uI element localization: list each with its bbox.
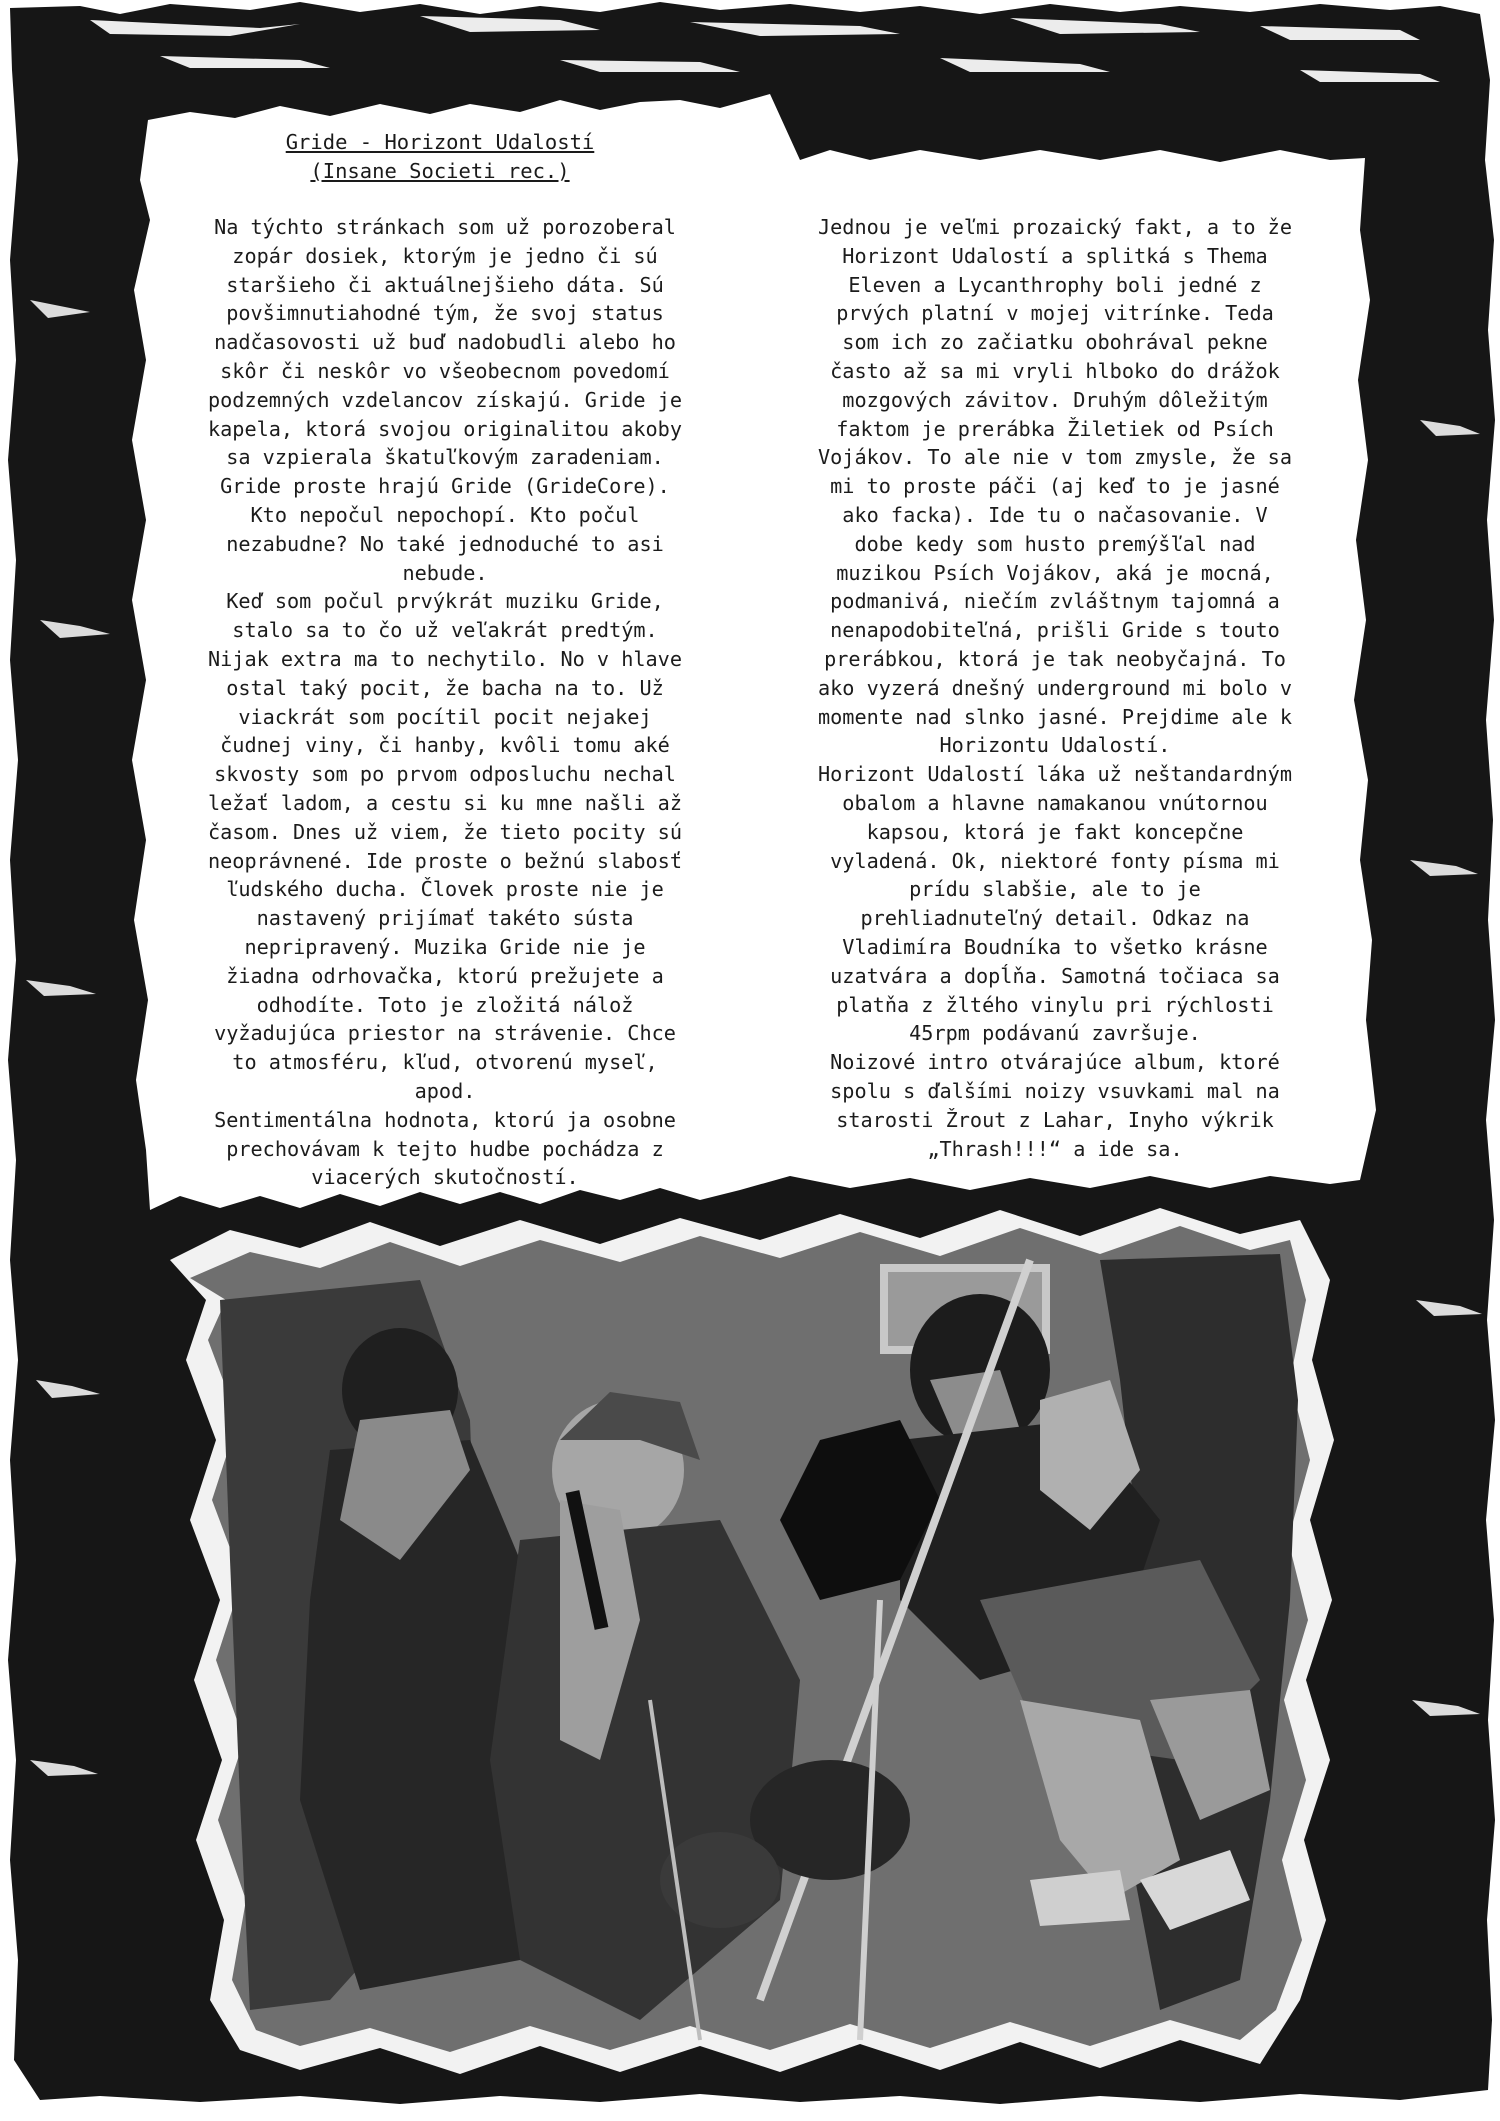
text-line: Horizontu Udalostí. xyxy=(939,733,1171,758)
text-line: starosti Žrout z Lahar, Inyho výkrik xyxy=(836,1107,1274,1132)
text-line: prechovávam k tejto hudbe pochádza z xyxy=(226,1136,664,1161)
text-line: nezabudne? No také jednoduché to asi xyxy=(226,531,664,556)
text-line: Sentimentálna hodnota, ktorú ja osobne xyxy=(214,1107,676,1132)
text-line: uzatvára a dopĺňa. Samotná točiaca sa xyxy=(830,963,1280,988)
text-line: Kto nepočul nepochopí. Kto počul xyxy=(250,502,640,527)
text-line: nastavený prijímať takéto sústa xyxy=(256,906,634,931)
text-line: stalo sa to čo už veľakrát predtým. xyxy=(232,618,658,643)
text-line: ako vyzerá dnešný underground mi bolo v xyxy=(817,675,1292,700)
article-title: Gride - Horizont Udalostí xyxy=(285,130,595,154)
text-line: Noizové intro otvárajúce album, ktoré xyxy=(830,1050,1280,1075)
text-line: neoprávnené. Ide proste o bežnú slabosť xyxy=(207,848,682,873)
text-line: momente nad slnko jasné. Prejdime ale k xyxy=(817,704,1292,729)
text-line: muzikou Psích Vojákov, aká je mocná, xyxy=(836,560,1274,585)
text-line: mi to proste páči (aj keď to je jasné xyxy=(830,474,1280,499)
text-line: Gride proste hrajú Gride (GrideCore). xyxy=(220,474,670,499)
text-line: Eleven a Lycanthrophy boli jedné z xyxy=(848,272,1262,297)
text-line: som ich zo začiatku obohrával pekne xyxy=(842,330,1268,355)
band-photo xyxy=(190,1226,1310,2052)
text-line: staršieho či aktuálnejšieho dáta. Sú xyxy=(226,272,664,297)
text-line: Nijak extra ma to nechytilo. No v hlave xyxy=(207,646,682,671)
text-line: sa vzpierala škatuľkovým zaradeniam. xyxy=(226,445,664,470)
text-line: podzemných vzdelancov získajú. Gride je xyxy=(207,387,682,412)
text-line: prvých platní v mojej vitrínke. Teda xyxy=(836,301,1274,326)
text-line: ako facka). Ide tu o načasovanie. V xyxy=(842,502,1268,527)
text-line: obalom a hlavne namakanou vnútornou xyxy=(842,790,1268,815)
text-line: Horizont Udalostí a splitká s Thema xyxy=(842,243,1268,268)
text-line: viackrát som pocítil pocit nejakej xyxy=(238,704,652,729)
text-line: skvosty som po prvom odposluchu nechal xyxy=(214,762,676,787)
text-line: Horizont Udalostí láka už neštandardným xyxy=(817,762,1292,787)
text-line: časom. Dnes už viem, že tieto pocity sú xyxy=(207,819,682,844)
text-line: žiadna odrhovačka, ktorú prežujete a xyxy=(226,963,664,988)
text-line: Jednou je veľmi prozaický fakt, a to že xyxy=(817,215,1292,239)
text-line: Vladimíra Boudníka to všetko krásne xyxy=(842,934,1268,959)
text-line: Vojákov. To ale nie v tom zmysle, že sa xyxy=(817,445,1292,470)
right-column xyxy=(755,213,1355,1163)
text-line: to atmosféru, kľud, otvorenú myseľ, xyxy=(232,1050,658,1075)
text-line: Na týchto stránkach som už porozoberal xyxy=(214,215,676,239)
text-line: platňa z žltého vinylu pri rýchlosti xyxy=(836,992,1274,1017)
text-line: ľudského ducha. Človek proste nie je xyxy=(226,877,664,902)
text-line: skôr či neskôr vo všeobecnom povedomí xyxy=(220,358,670,383)
text-line: nadčasovosti už buď nadobudli alebo ho xyxy=(214,330,676,355)
text-line: prehliadnuteľný detail. Odkaz na xyxy=(860,906,1250,931)
text-line: faktom je prerábka Žiletiek od Psích xyxy=(836,416,1274,441)
text-line: 45rpm podávanú završuje. xyxy=(909,1021,1201,1046)
text-line: kapela, ktorá svojou originalitou akoby xyxy=(207,416,682,441)
text-line: ležať ladom, a cestu si ku mne našli až xyxy=(207,790,682,815)
text-line: apod. xyxy=(414,1078,476,1103)
text-line: čudnej viny, či hanby, kvôli tomu aké xyxy=(220,733,670,758)
text-line: nepripravený. Muzika Gride nie je xyxy=(244,934,646,959)
text-line: mozgových závitov. Druhým dôležitým xyxy=(842,387,1268,412)
text-line: odhodíte. Toto je zložitá nálož xyxy=(256,992,634,1017)
article-header xyxy=(230,128,650,186)
text-line: „Thrash!!!“ a ide sa. xyxy=(927,1136,1183,1161)
text-line: vyladená. Ok, niektoré fonty písma mi xyxy=(830,848,1280,873)
text-line: nebude. xyxy=(402,560,488,585)
text-line: prerábkou, ktorá je tak neobyčajná. To xyxy=(824,646,1286,671)
text-line: povšimnutiahodné tým, že svoj status xyxy=(226,301,664,326)
text-line: dobe kedy som husto premýšľal nad xyxy=(854,531,1256,556)
text-line: nenapodobiteľná, prišli Gride s touto xyxy=(830,618,1280,643)
record-label: (Insane Societi rec.) xyxy=(310,159,570,183)
left-column xyxy=(145,213,745,1192)
text-line: prídu slabšie, ale to je xyxy=(909,877,1201,902)
text-line: Keď som počul prvýkrát muziku Gride, xyxy=(226,589,664,614)
text-line: spolu s ďalšími noizy vsuvkami mal na xyxy=(830,1078,1280,1103)
sneaker-2 xyxy=(1030,1870,1130,1926)
text-line: podmanivá, niečím zvláštnym tajomná a xyxy=(830,589,1280,614)
text-line: kapsou, ktorá je fakt koncepčne xyxy=(866,819,1244,844)
text-line: zopár dosiek, ktorým je jedno či sú xyxy=(232,243,658,268)
text-line: vyžadujúca priestor na strávenie. Chce xyxy=(214,1021,676,1046)
text-line: viacerých skutočností. xyxy=(311,1165,579,1190)
text-line: často až sa mi vryli hlboko do drážok xyxy=(830,358,1280,383)
text-line: ostal taký pocit, že bacha na to. Už xyxy=(226,675,664,700)
